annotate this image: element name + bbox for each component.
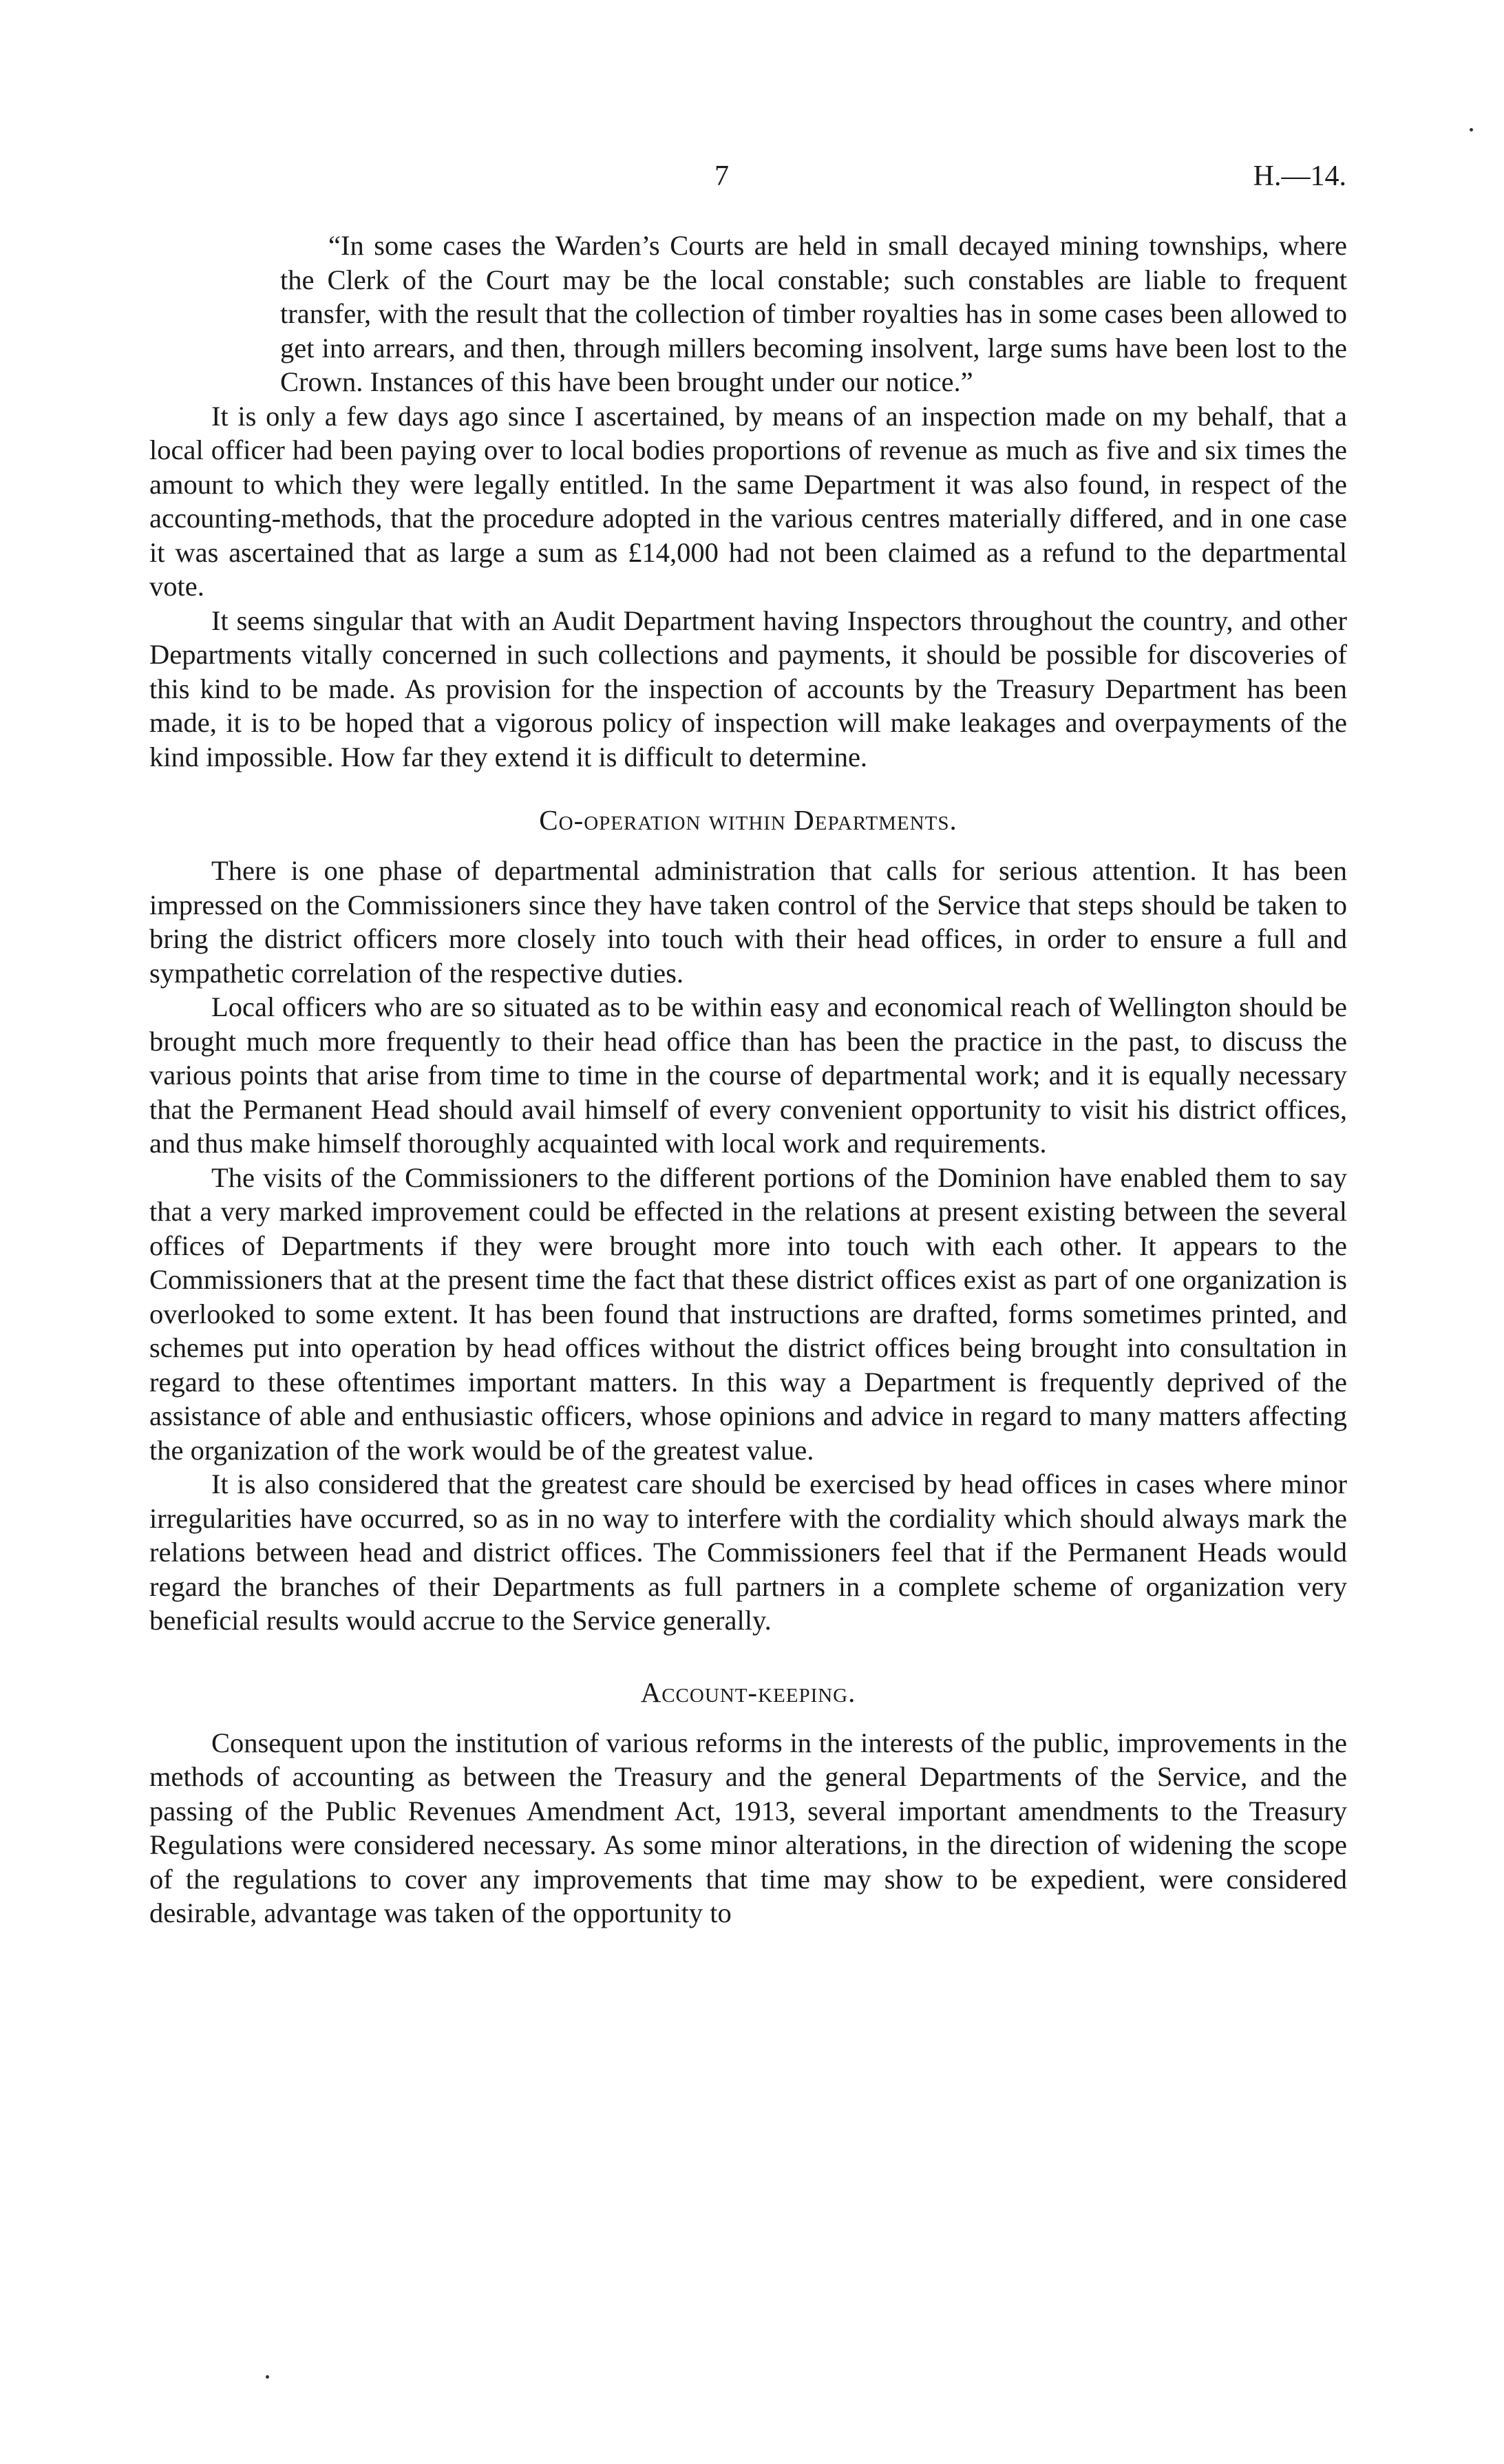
paragraph-consequent-reforms: Consequent upon the institution of various reforms in the interests of the public, improvements in the methods of accounting as between the Treasury and the general Departments of the Service, and the passing of the Public Revenues Amendment Act, 1913, several important amendments to the Treasury Regulations were considered necessary. As some minor alterations, in the direction of widening the scope of the regulations to cover any improvements that time may show to be expedient, were considered desirable, advantage was taken of the opportunity to	[149, 1727, 1347, 1928]
quoted-passage: “In some cases the Warden’s Courts are held in small decayed mining townships, where the Clerk of the Court may be the local constable; such constables are liable to frequent transfer, with the result that the collection of timber royalties has in some cases been allowed to get into arrears, and then, through millers becoming insolvent, large sums have been lost to the Crown. Instances of this have been brought under our notice.”	[280, 230, 1347, 397]
scan-speck	[1470, 128, 1473, 131]
page-number: 7	[714, 160, 729, 192]
scan-speck	[266, 2375, 269, 2379]
paragraph-local-officers: Local officers who are so situated as to be within easy and economical reach of Wellington should be brought much more frequently to their head office than has been the practice in the past, to discuss the various points that arise from time to time in the course of departmental work; and it is equally necessary that the Permanent Head should avail himself of every convenient opportunity to visit his district offices, and thus make himself thoroughly acquainted with local work and requirements.	[149, 991, 1347, 1159]
heading-cooperation-within-departments: Co-operation within Departments.	[539, 804, 957, 836]
paragraph-greatest-care: It is also considered that the greatest care should be exercised by head offices in cases where minor irregularities have occurred, so as in no way to interfere with the cordiality which should always mark the relations between head and district offices. The Commissioners feel that if the Permanent Heads would regard the branches of their Departments as full partners in a complete scheme of organization very beneficial results would accrue to the Service generally.	[149, 1468, 1347, 1636]
paragraph-audit: It seems singular that with an Audit Department having Inspectors throughout the country, and other Departments vitally concerned in such collections and payments, it should be possible for discoveries of this kind to be made. As provision for the inspection of accounts by the Treasury Department has been made, it is to be hoped that a vigorous policy of inspection will make leakages and overpayments of the kind impossible. How far they extend it is difficult to determine.	[149, 604, 1347, 772]
body-text	[149, 229, 1347, 1930]
paragraph-visits-commissioners: The visits of the Commissioners to the different portions of the Dominion have enabled them to say that a very marked improvement could be effected in the relations at present existing between the several offices of Departments if they were brought more into touch with each other. It appears to the Commissioners that at the present time the fact that these district offices exist as part of one organization is overlooked to some extent. It has been found that instructions are drafted, forms sometimes printed, and schemes put into operation by head offices without the district offices being brought into consultation in regard to these oftentimes important matters. In this way a Department is frequently deprived of the assistance of able and enthusiastic officers, whose opinions and advice in regard to many matters affecting the organization of the work would be of the greatest value.	[149, 1161, 1347, 1466]
paragraph-phase-administration: There is one phase of departmental administration that calls for serious attention. It has been impressed on the Commissioners since they have taken control of the Service that steps should be taken to bring the district officers more closely into touch with their head offices, in order to ensure a full and sympathetic correlation of the respective duties.	[149, 855, 1347, 989]
document-reference: H.—14.	[1253, 160, 1346, 192]
paragraph-inspection: It is only a few days ago since I ascertained, by means of an inspection made on my behalf, that a local officer had been paying over to local bodies proportions of revenue as much as five and six times the amount to which they were legally entitled. In the same Department it was also found, in respect of the accounting-methods, that the procedure adopted in the various centres materially differed, and in one case it was ascertained that as large a sum as £14,000 had not been claimed as a refund to the departmental vote.	[149, 400, 1347, 602]
heading-account-keeping: Account-keeping.	[640, 1676, 856, 1708]
